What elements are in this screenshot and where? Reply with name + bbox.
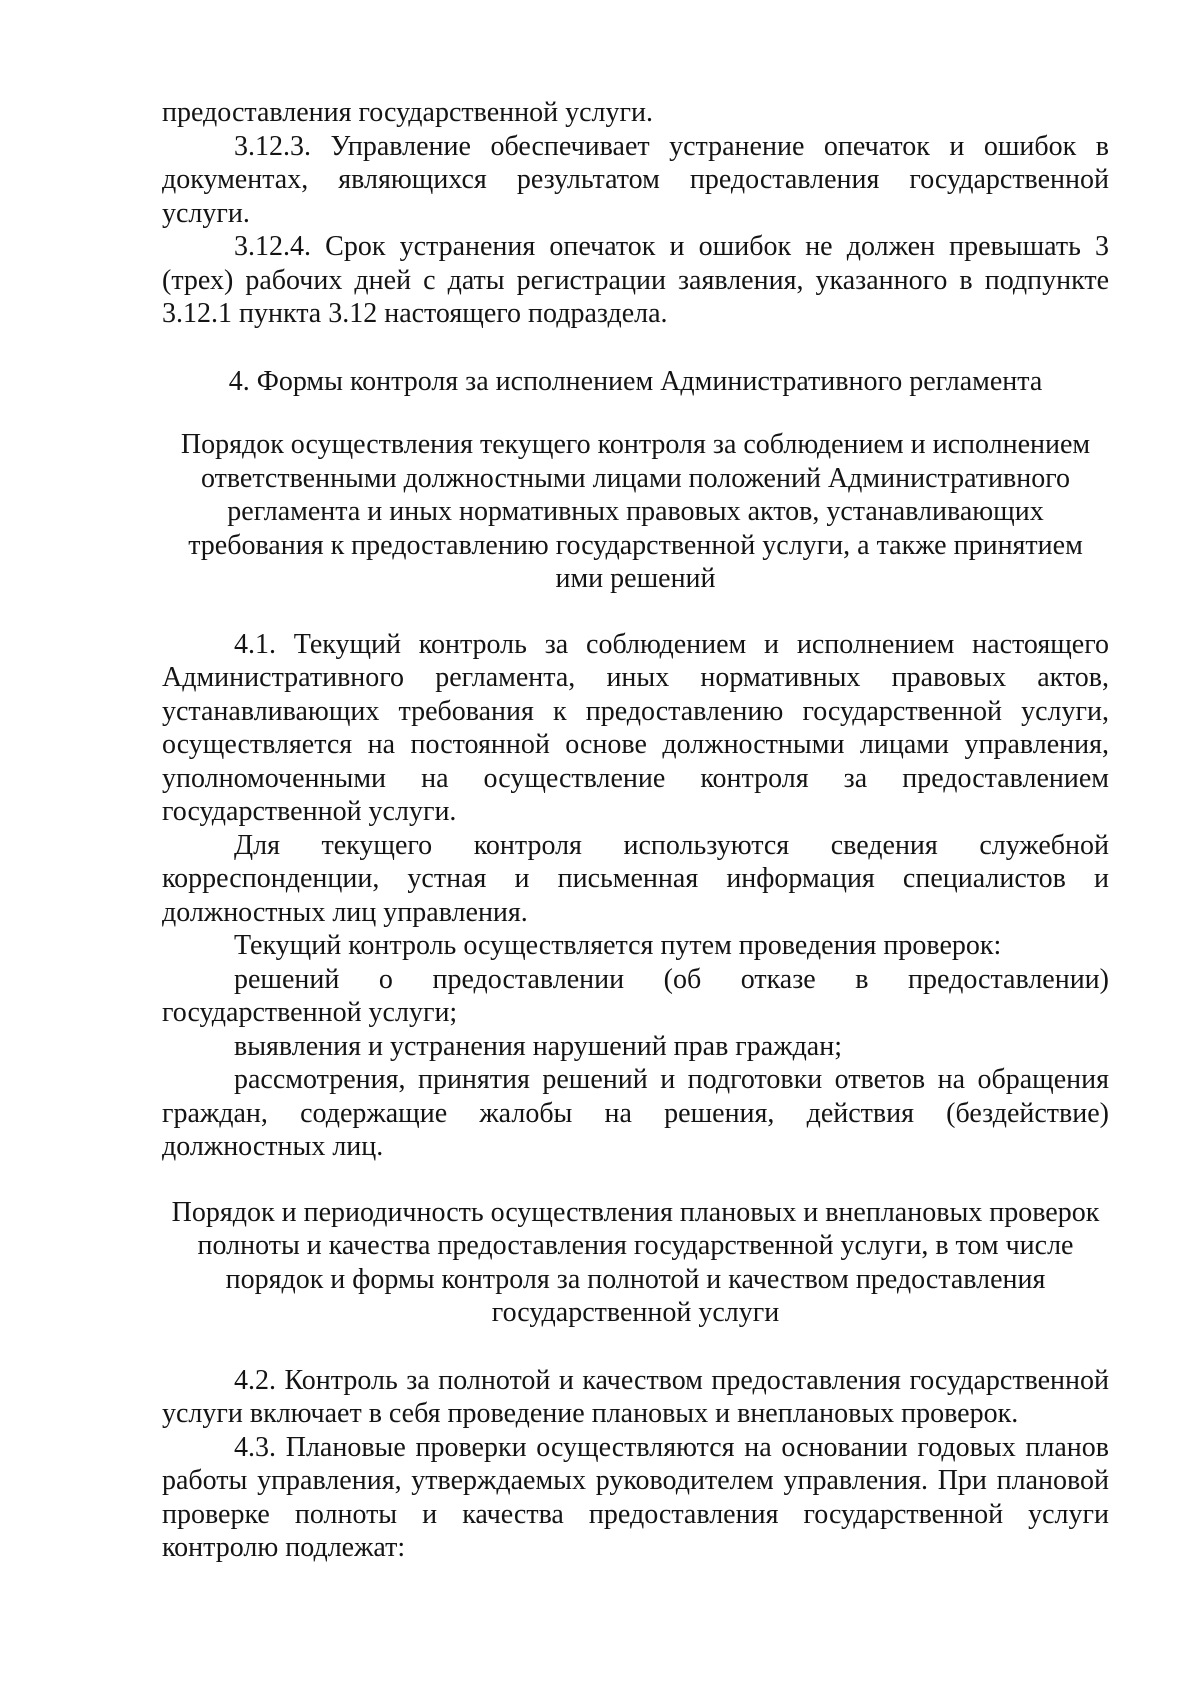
paragraph-continuation: предоставления государственной услуги. <box>162 97 653 128</box>
paragraph-control-method: Текущий контроль осуществляется путем проведения проверок: <box>234 930 1002 961</box>
paragraph-4-1: 4.1. Текущий контроль за соблюдением и исполнением настоящего Административного регламента, иных нормативных правовых актов, устанавливающих требования к предоставлению государственной услуги, осуществляется на постоянной основе должностными лицами управления, уполномоченными на осуществление контроля за предоставлением государственной услуги. <box>162 628 1109 827</box>
paragraph-4-3: 4.3. Плановые проверки осуществляются на основании годовых планов работы управления, утверждаемых руководителем управления. При плановой проверке полноты и качества предоставления государственной услуги контролю подлежат: <box>162 1431 1109 1563</box>
paragraph-check-violations: выявления и устранения нарушений прав граждан; <box>234 1030 843 1062</box>
document-page <box>162 96 1109 1565</box>
subheading-current-control: Порядок осуществления текущего контроля за соблюдением и исполнением ответственными должностными лицами положений Административного регламента и иных нормативных правовых актов, устанавливающих требования к предоставлению государственной услуги, а также принятием ими решений <box>180 429 1091 594</box>
section-heading: 4. Формы контроля за исполнением Административного регламента <box>228 365 1043 397</box>
paragraph-control-sources: Для текущего контроля используются сведения служебной корреспонденции, устная и письменная информация специалистов и должностных лиц управления. <box>162 829 1109 928</box>
paragraph-3-12-3: 3.12.3. Управление обеспечивает устранение опечаток и ошибок в документах, являющихся результатом предоставления государственной услуги. <box>162 130 1109 229</box>
paragraph-check-decisions: решений о предоставлении (об отказе в предоставлении) государственной услуги; <box>162 963 1109 1028</box>
subheading-inspections: Порядок и периодичность осуществления плановых и внеплановых проверок полноты и качества предоставления государственной услуги, в том числе порядок и формы контроля за полнотой и качеством предоставления государственной услуги <box>171 1196 1100 1328</box>
paragraph-4-2: 4.2. Контроль за полнотой и качеством предоставления государственной услуги включает в себя проведение плановых и внеплановых проверок. <box>162 1364 1109 1429</box>
paragraph-3-12-4: 3.12.4. Срок устранения опечаток и ошибок не должен превышать 3 (трех) рабочих дней с даты регистрации заявления, указанного в подпункте 3.12.1 пункта 3.12 настоящего подраздела. <box>162 231 1109 329</box>
paragraph-check-complaints: рассмотрения, принятия решений и подготовки ответов на обращения граждан, содержащие жалобы на решения, действия (бездействие) должностных лиц. <box>162 1064 1109 1162</box>
